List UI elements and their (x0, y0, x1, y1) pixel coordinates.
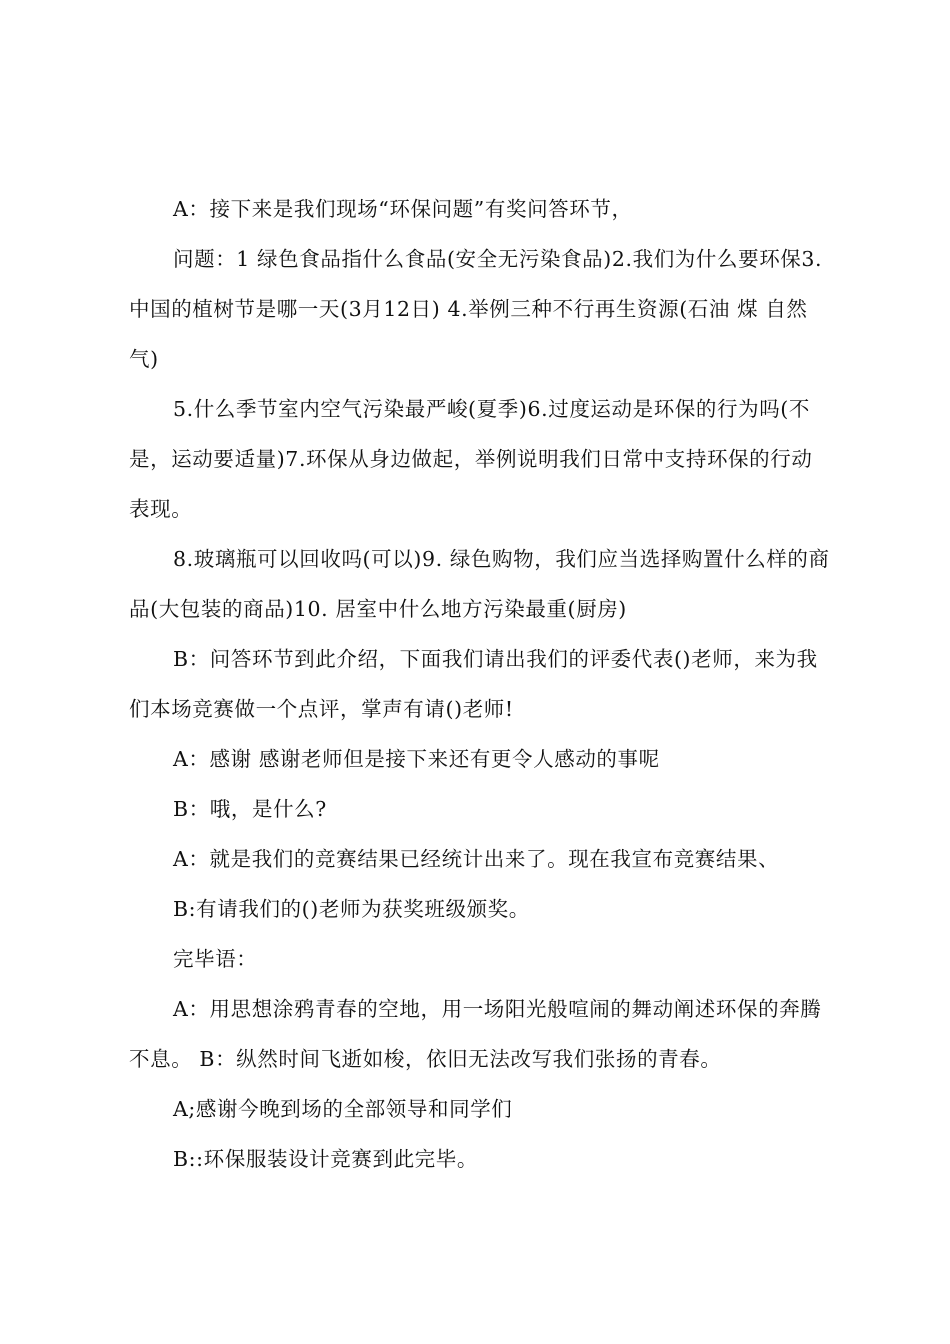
paragraph-thanks-teacher: A：感谢 感谢老师但是接下来还有更令人感动的事呢 (173, 747, 660, 771)
paragraph-competition-end: B::环保服装设计竞赛到此完毕。 (173, 1147, 478, 1171)
paragraph-questions-1-4: 问题：1 绿色食品指什么食品(安全无污染食品)2.我们为什么要环保3.中国的植树节是哪一天(3月12日) 4.举例三种不行再生资源(石油 煤 自然气) (129, 247, 823, 371)
paragraph-judge-comment: B：问答环节到此介绍，下面我们请出我们的评委代表()老师，来为我们本场竞赛做一个点评，掌声有请()老师! (129, 647, 818, 721)
paragraph-questions-5-7: 5.什么季节室内空气污染最严峻(夏季)6.过度运动是环保的行为吗(不是，运动要适量)7.环保从身边做起，举例说明我们日常中支持环保的行动表现。 (129, 397, 813, 521)
paragraph-closing-heading: 完毕语： (173, 947, 258, 971)
paragraph-announce-results: A：就是我们的竞赛结果已经统计出来了。现在我宣布竞赛结果、 (173, 847, 780, 871)
paragraph-questions-8-10: 8.玻璃瓶可以回收吗(可以)9. 绿色购物，我们应当选择购置什么样的商品(大包装的商品)10. 居室中什么地方污染最重(厨房) (129, 547, 830, 621)
paragraph-award-presentation: B:有请我们的()老师为获奖班级颁奖。 (173, 897, 530, 921)
paragraph-thank-guests: A;感谢今晚到场的全部领导和同学们 (173, 1097, 513, 1121)
paragraph-what-is-it: B：哦，是什么? (173, 797, 327, 821)
paragraph-closing-lines: A：用思想涂鸦青春的空地，用一场阳光般喧闹的舞动阐述环保的奔腾不息。 B：纵然时间飞逝如梭，依旧无法改写我们张扬的青春。 (129, 997, 822, 1071)
paragraph-quiz-intro: A：接下来是我们现场“环保问题”有奖问答环节， (173, 197, 633, 221)
document-body (129, 184, 833, 1184)
